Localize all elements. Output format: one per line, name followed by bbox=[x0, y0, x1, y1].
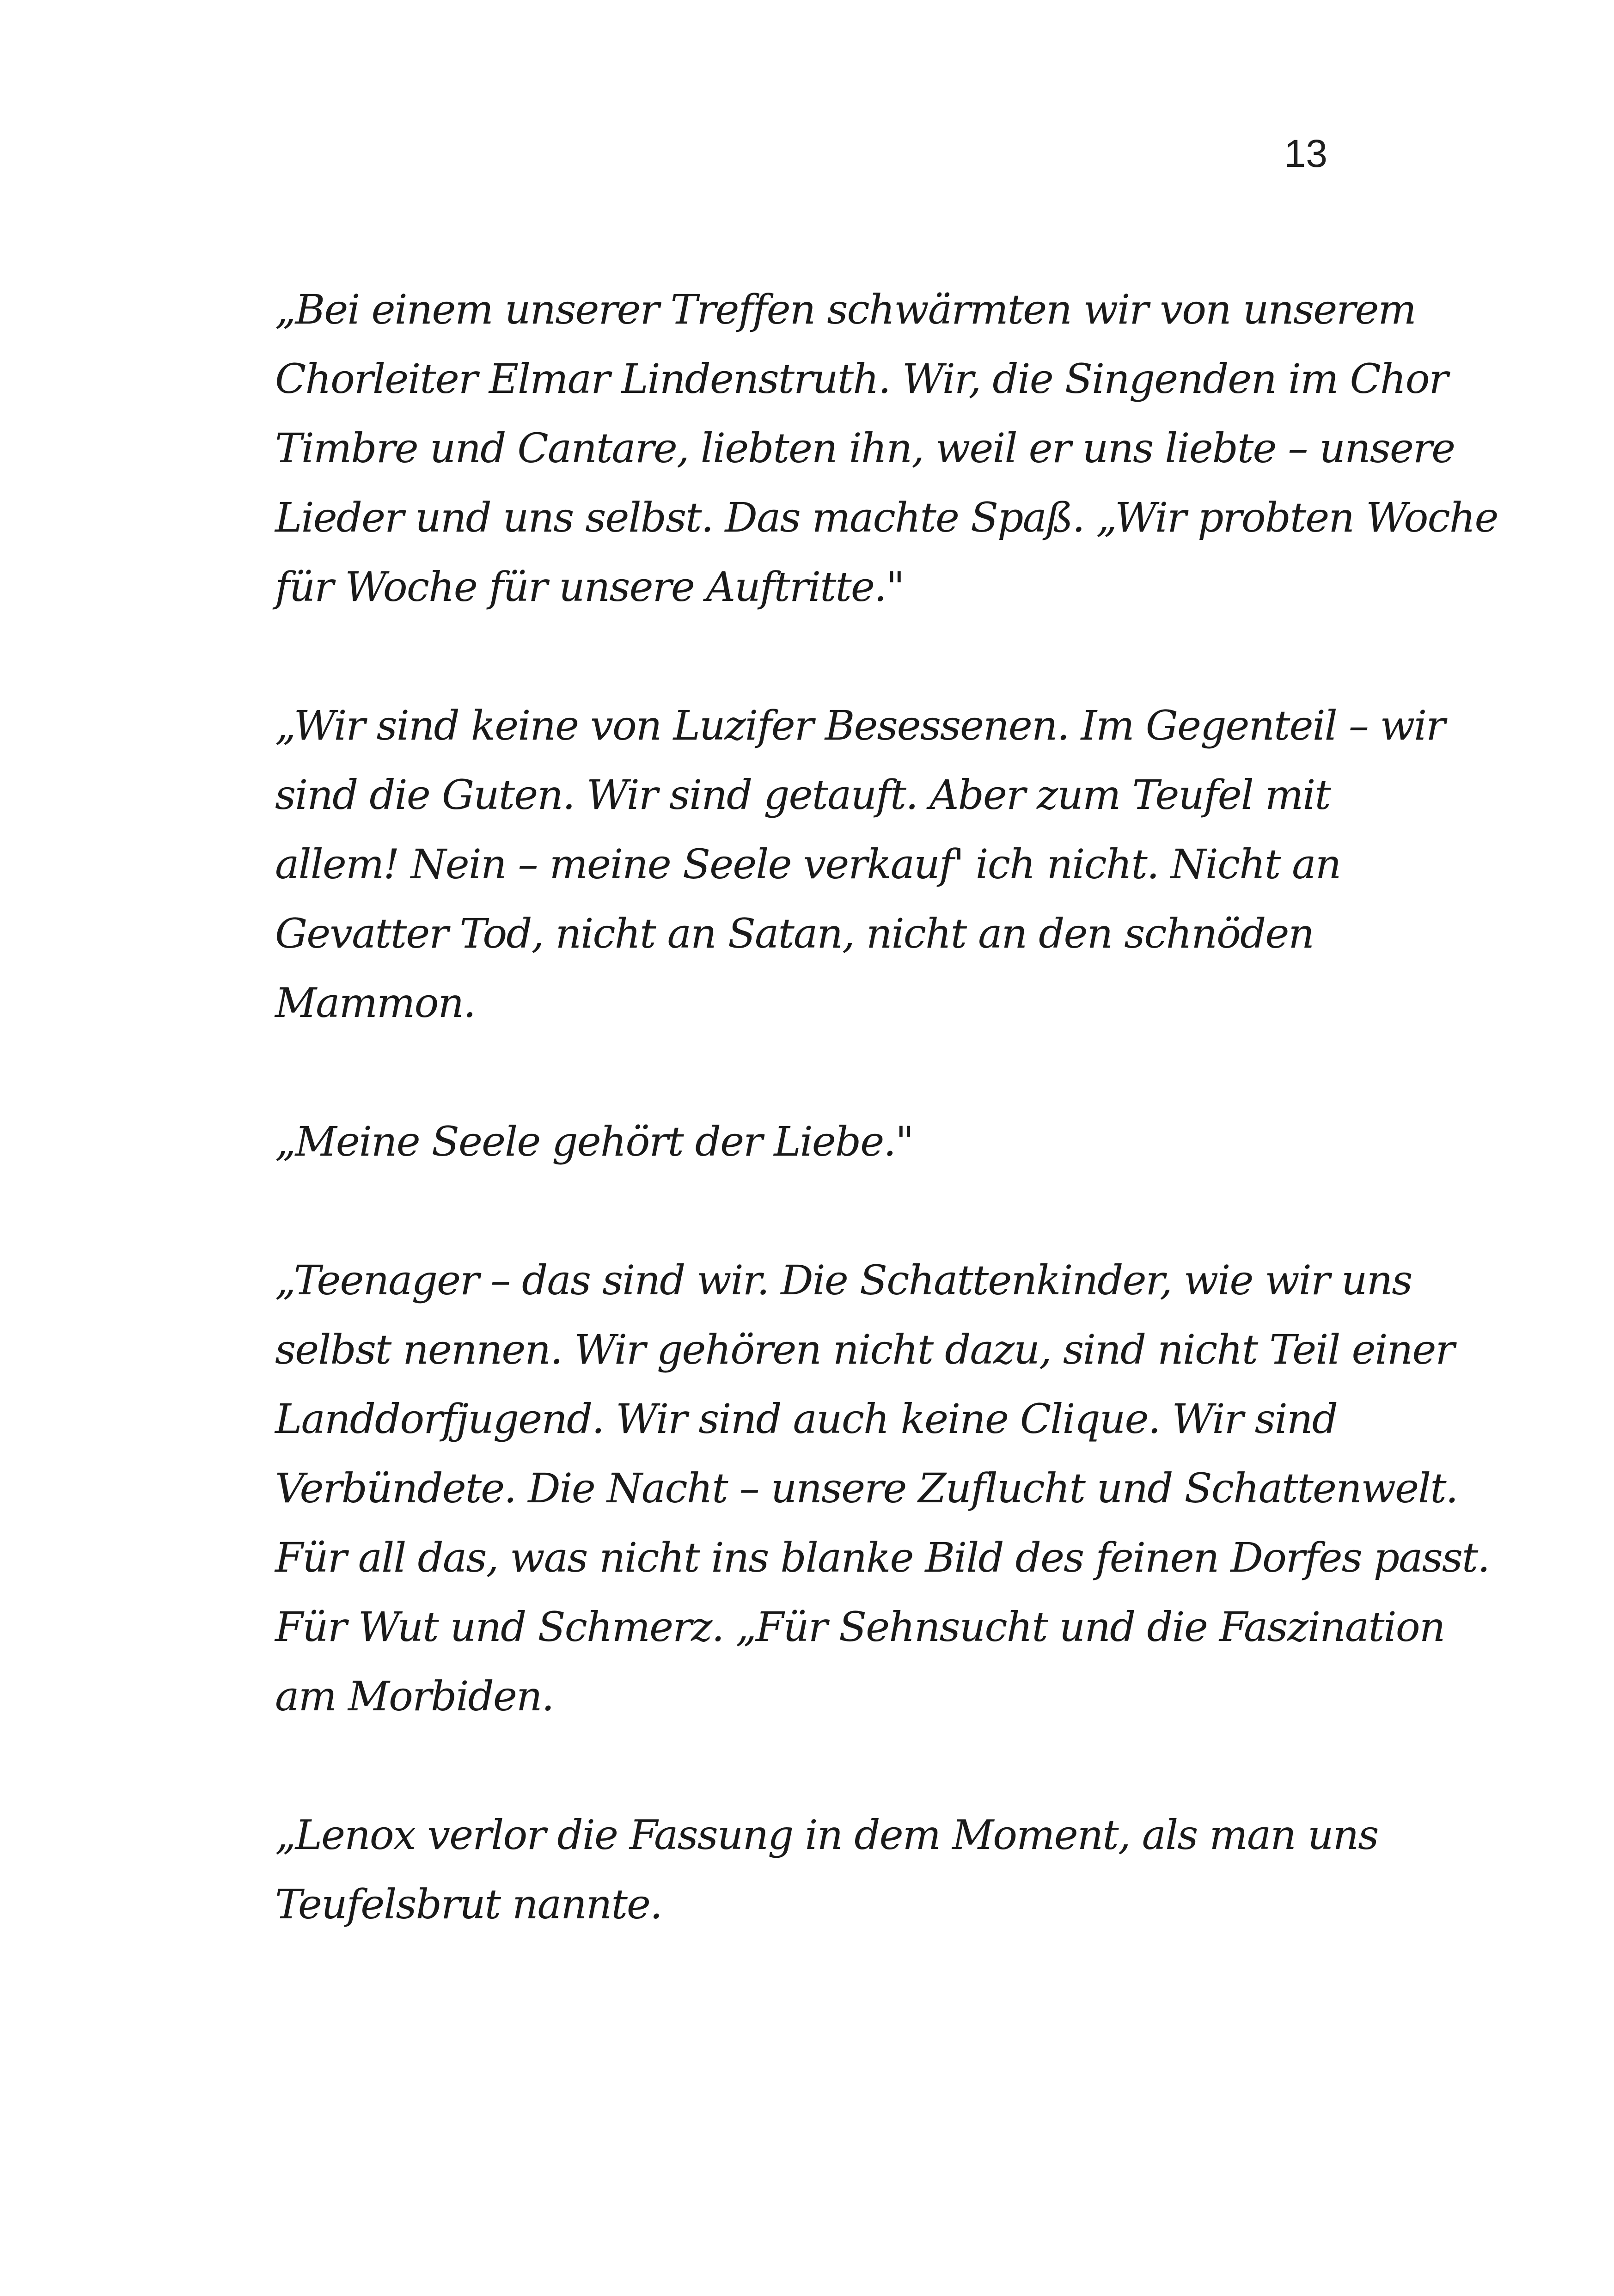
text-line: sind die Guten. Wir sind getauft. Aber zum Teufel mit bbox=[275, 771, 1330, 819]
text-line: „Lenox verlor die Fassung in dem Moment, als man uns bbox=[275, 1811, 1378, 1859]
text-line: Mammon. bbox=[275, 979, 476, 1027]
body-text bbox=[275, 275, 1498, 1939]
text-line: „Meine Seele gehört der Liebe." bbox=[275, 1118, 913, 1165]
paragraph bbox=[275, 1107, 1347, 1176]
text-line: Chorleiter Elmar Lindenstruth. Wir, die Singenden im Chor bbox=[275, 355, 1448, 403]
text-line: „Wir sind keine von Luzifer Besessenen. Im Gegenteil – wir bbox=[275, 702, 1445, 749]
text-line: Für Wut und Schmerz. „Für Sehnsucht und die Faszination bbox=[275, 1603, 1445, 1651]
text-line: am Morbiden. bbox=[275, 1672, 554, 1720]
paragraph bbox=[275, 275, 1498, 622]
text-line: Für all das, was nicht ins blanke Bild des feinen Dorfes passt. bbox=[275, 1534, 1490, 1581]
text-line: Verbündete. Die Nacht – unsere Zuflucht und Schattenwelt. bbox=[275, 1464, 1458, 1512]
text-line: allem! Nein – meine Seele verkauf' ich nicht. Nicht an bbox=[275, 840, 1341, 888]
text-line: „Teenager – das sind wir. Die Schattenkinder, wie wir uns bbox=[275, 1256, 1412, 1304]
text-line: selbst nennen. Wir gehören nicht dazu, sind nicht Teil einer bbox=[275, 1326, 1454, 1373]
text-line: „Bei einem unserer Treffen schwärmten wir von unserem bbox=[275, 286, 1416, 333]
text-line: Landdorfjugend. Wir sind auch keine Clique. Wir sind bbox=[275, 1395, 1337, 1443]
text-line: Gevatter Tod, nicht an Satan, nicht an den schnöden bbox=[275, 910, 1314, 957]
text-line: Timbre und Cantare, liebten ihn, weil er uns liebte – unsere bbox=[275, 424, 1455, 472]
paragraph bbox=[275, 1800, 1378, 1939]
paragraph bbox=[275, 691, 1445, 1038]
text-line: Lieder und uns selbst. Das machte Spaß. „Wir probten Woche bbox=[275, 494, 1498, 541]
text-line: für Woche für unsere Auftritte." bbox=[275, 563, 904, 611]
text-line: Teufelsbrut nannte. bbox=[275, 1880, 662, 1928]
page-number: 13 bbox=[1284, 132, 1327, 175]
paragraph bbox=[275, 1246, 1490, 1731]
